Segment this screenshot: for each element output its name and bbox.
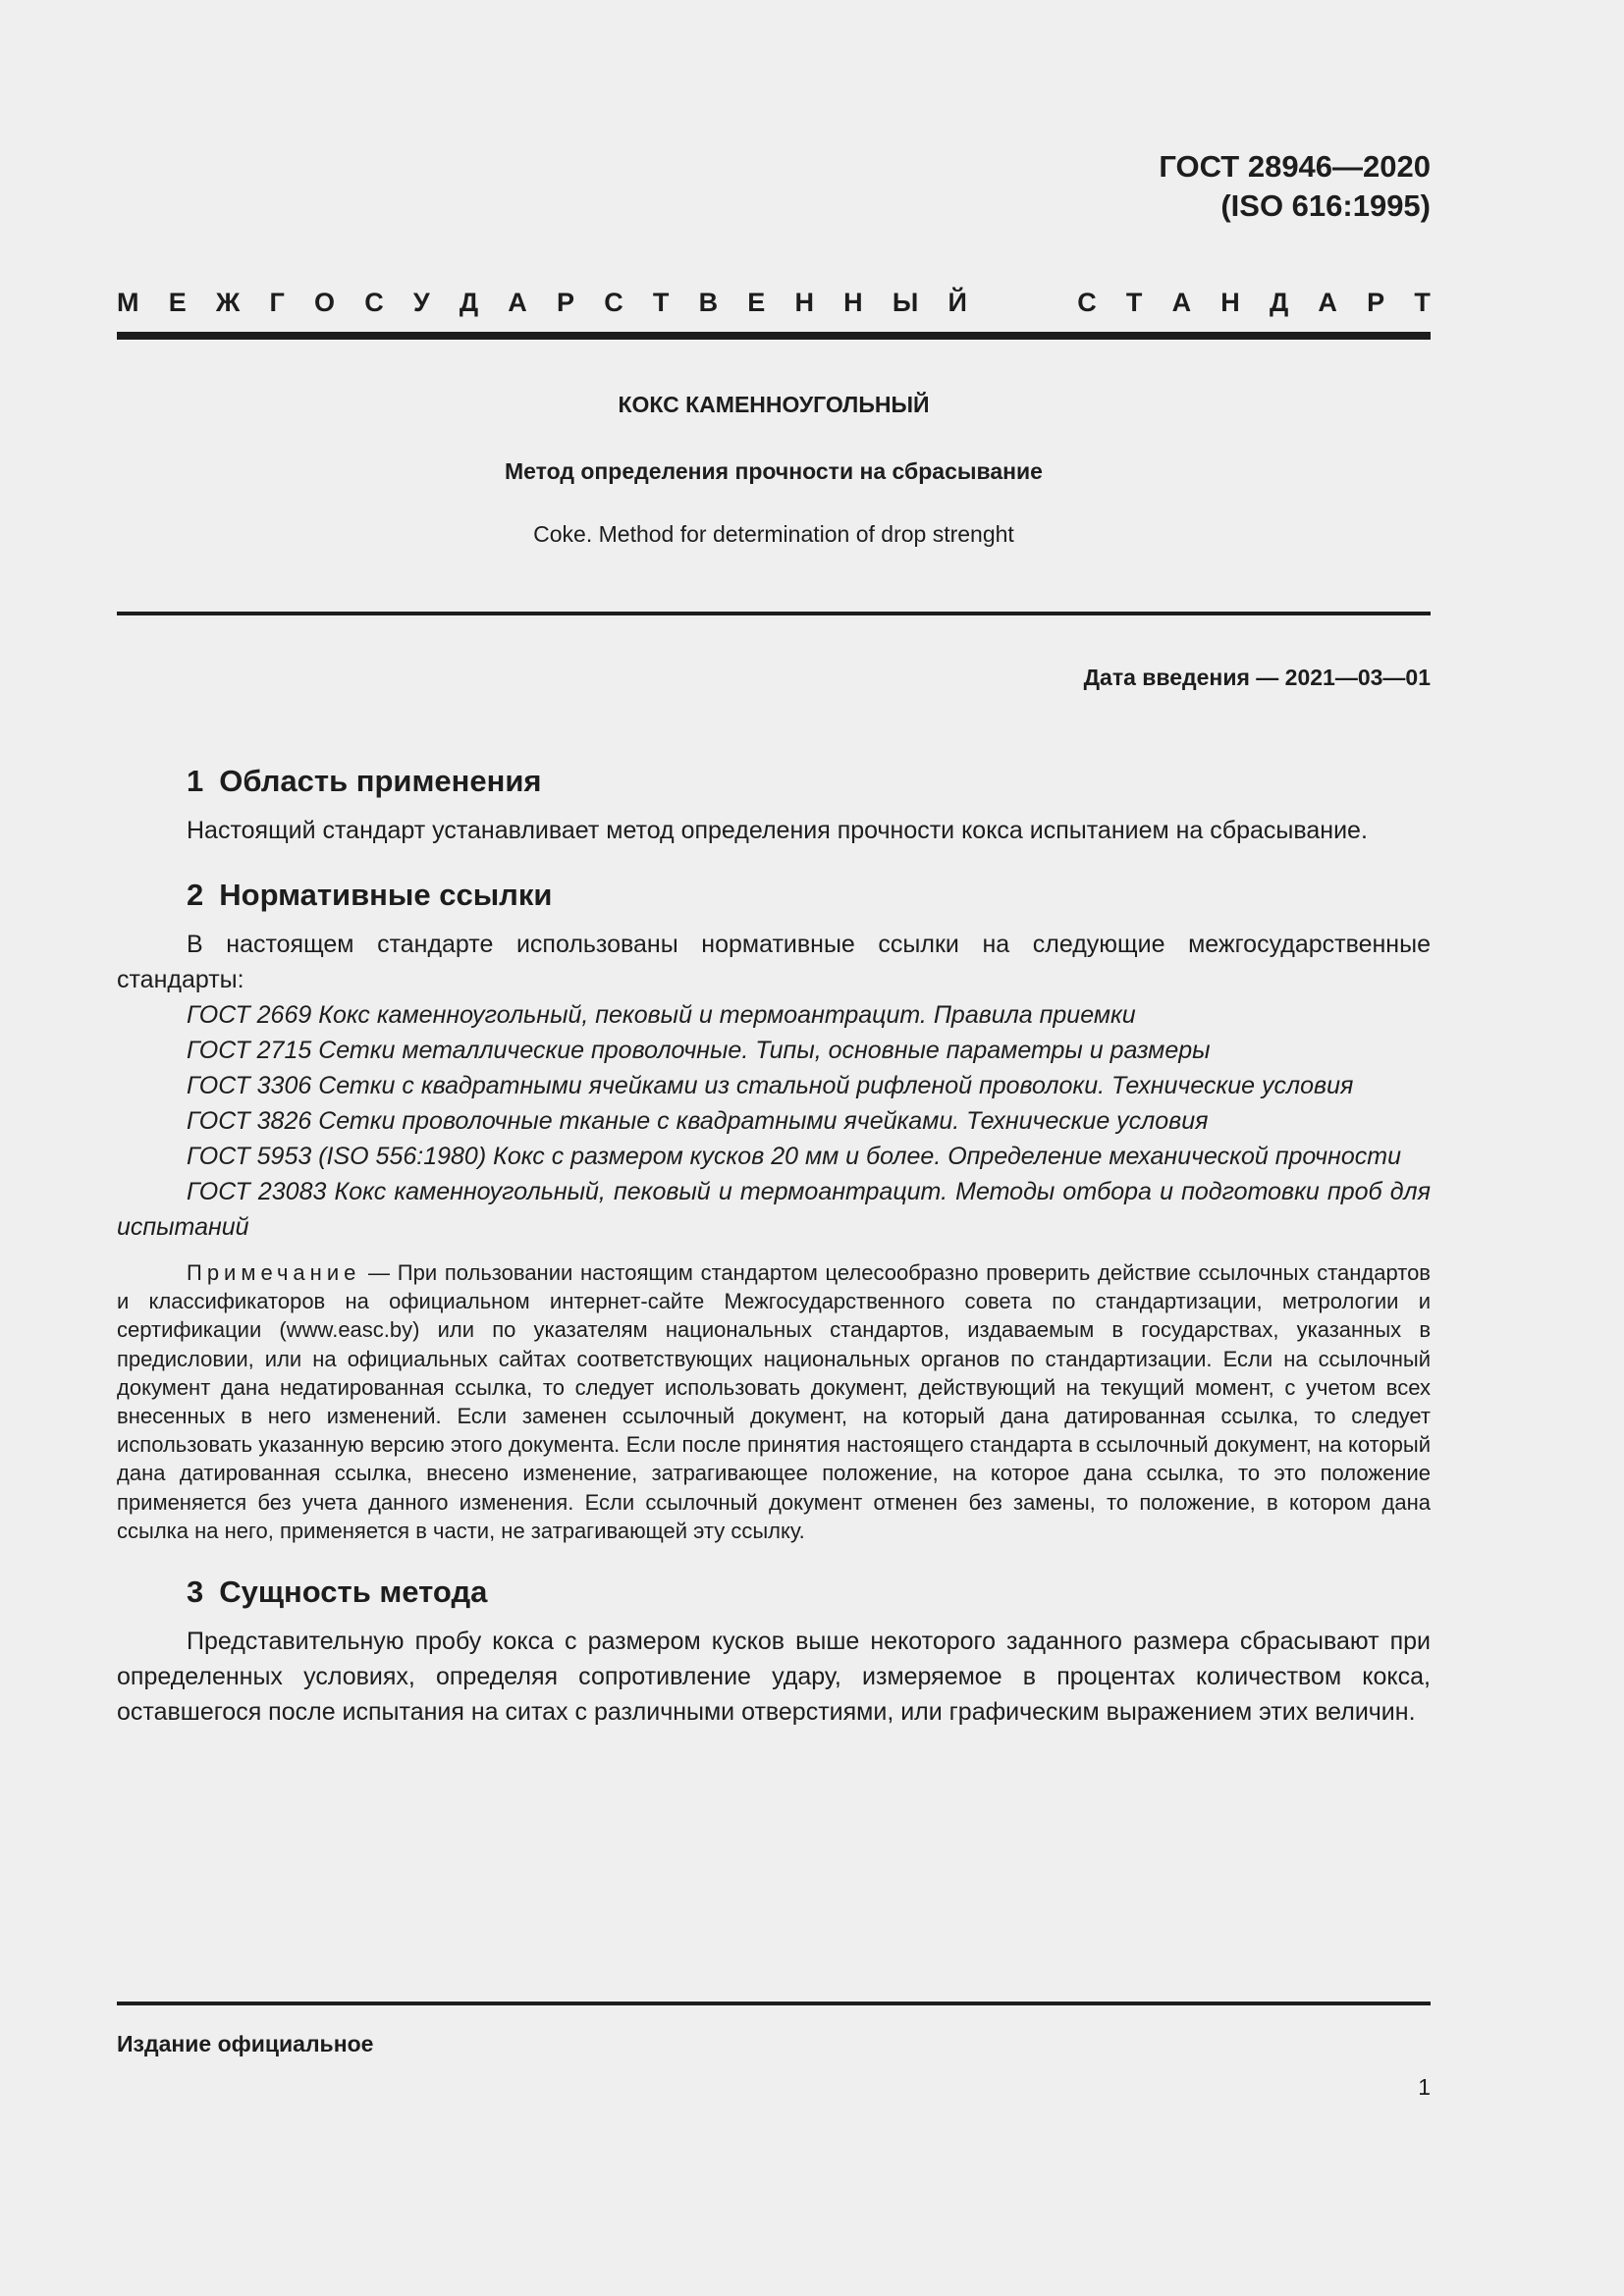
iso-reference: (ISO 616:1995)	[1220, 188, 1431, 223]
section-heading-1	[117, 760, 1431, 803]
reference-item: ГОСТ 2715 Сетки металлические проволочные. Типы, основные параметры и размеры	[187, 1037, 1211, 1064]
introduction-date: Дата введения — 2021—03—01	[1083, 665, 1431, 690]
note-text: — При пользовании настоящим стандартом целесообразно проверить действие ссылочных стандартов и классификаторов на официальном интернет-сайте Межгосударственного совета по стандартизации, метрологии и сертификации (www.easc.by) или по указателям национальных стандартов, издаваемым в государствах, указанных в предисловии, или на официальных сайтах соответствующих национальных органов по стандартизации. Если на ссылочный документ дана недатированная ссылка, то следует использовать документ, действующий на текущий момент, с учетом всех внесенных в него изменений. Если заменен ссылочный документ, на который дана датированная ссылка, то следует использовать указанную версию этого документа. Если после принятия настоящего стандарта в ссылочный документ, на который дана датированная ссылка, внесено изменение, затрагивающее положение, на которое дана ссылка, то это положение применяется без учета данного изменения. Если ссылочный документ отменен без замены, то положение, в котором дана ссылка на него, применяется в части, не затрагивающей эту ссылку.	[117, 1260, 1431, 1543]
reference-item: ГОСТ 5953 (ISO 556:1980) Кокс с размером кусков 20 мм и более. Определение механической прочности	[187, 1143, 1401, 1170]
section-2-text: В настоящем стандарте использованы нормативные ссылки на следующие межгосударственные стандарты:	[117, 931, 1431, 993]
section-title: Область применения	[219, 764, 542, 798]
section-number: 2	[187, 878, 204, 912]
reference-item: ГОСТ 3826 Сетки проволочные тканые с квадратными ячейками. Технические условия	[187, 1107, 1209, 1135]
document-page	[117, 0, 1431, 2296]
section-title: Нормативные ссылки	[219, 878, 553, 912]
footer-divider	[117, 2002, 1431, 2005]
english-title: Coke. Method for determination of drop strenght	[533, 521, 1014, 547]
standard-number: ГОСТ 28946—2020	[1159, 149, 1431, 184]
note	[117, 1258, 1431, 1545]
reference-item: ГОСТ 3306 Сетки с квадратными ячейками из стальной рифленой проволоки. Технические условия	[187, 1072, 1354, 1099]
section-3-text: Представительную пробу кокса с размером кусков выше некоторого заданного размера сбрасывают при определенных условиях, определяя сопротивление удару, измеряемое в процентах количеством кокса, оставшегося после испытания на ситах с различными отверстиями, или графическим выражением этих величин.	[117, 1628, 1431, 1727]
edition-label: Издание официальное	[117, 2031, 374, 2056]
page-number: 1	[1418, 2074, 1431, 2100]
document-title: КОКС КАМЕННОУГОЛЬНЫЙ	[618, 392, 930, 417]
section-number: 3	[187, 1575, 204, 1610]
document-subtitle: Метод определения прочности на сбрасывание	[505, 458, 1043, 484]
reference-item: ГОСТ 2669 Кокс каменноугольный, пековый и термоантрацит. Правила приемки	[187, 1001, 1136, 1029]
standard-category: М Е Ж Г О С У Д А Р С Т В Е Н Н Ы Й С Т А Н Д А Р Т	[117, 288, 1431, 317]
document-body	[117, 760, 1431, 1730]
section-heading-3	[117, 1571, 1431, 1614]
header-rule	[117, 332, 1431, 340]
section-number: 1	[187, 764, 204, 798]
standard-identifier	[1159, 147, 1431, 226]
reference-item: ГОСТ 23083 Кокс каменноугольный, пековый и термоантрацит. Методы отбора и подготовки проб для испытаний	[117, 1178, 1431, 1241]
section-heading-2	[117, 874, 1431, 917]
section-title: Сущность метода	[219, 1575, 488, 1610]
note-label: Примечание	[187, 1260, 361, 1285]
title-divider	[117, 612, 1431, 615]
section-1-text: Настоящий стандарт устанавливает метод определения прочности кокса испытанием на сбрасывание.	[187, 817, 1368, 844]
